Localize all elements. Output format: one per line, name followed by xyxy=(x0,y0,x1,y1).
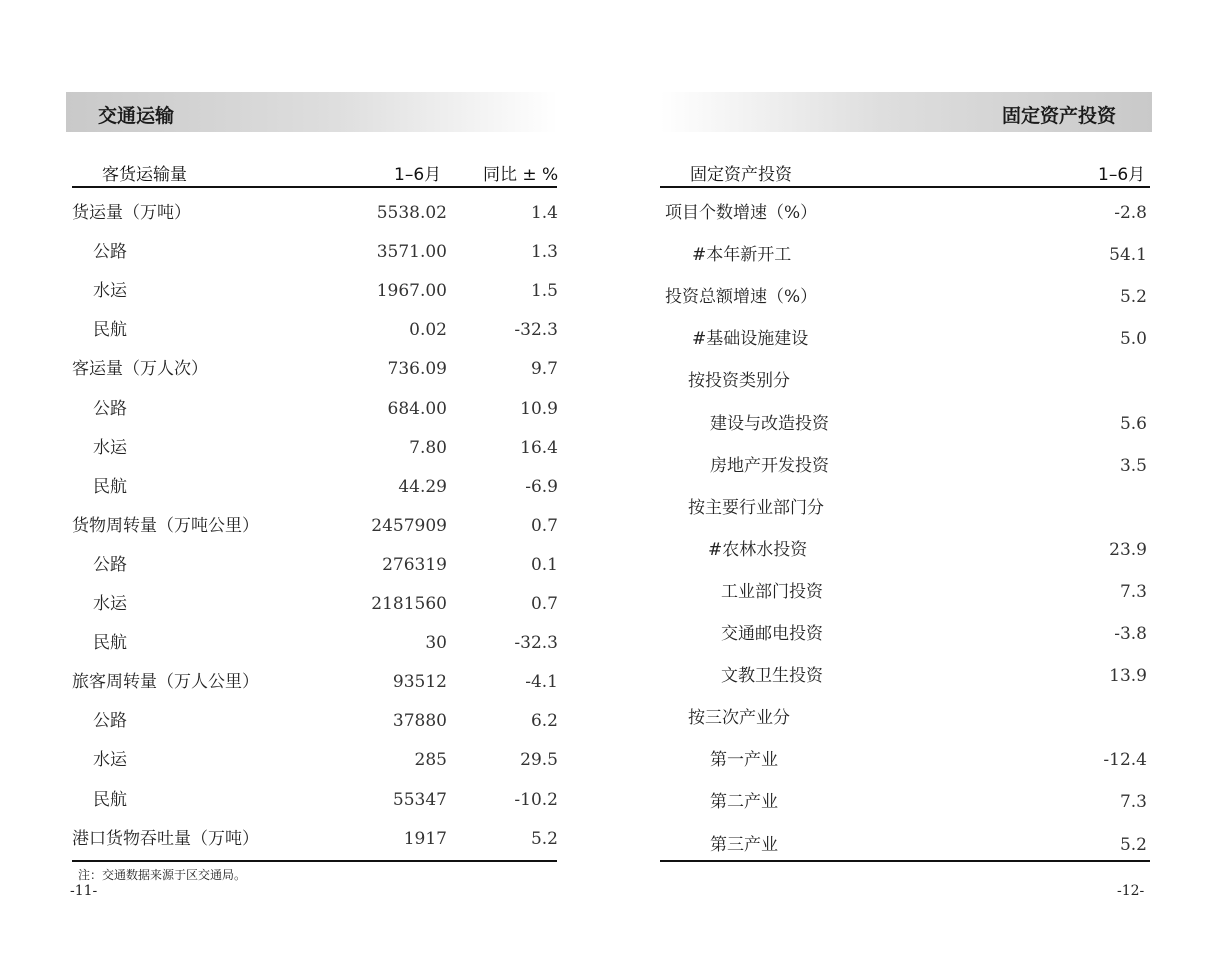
row-yoy: 1.3 xyxy=(530,242,558,263)
row-yoy: -10.2 xyxy=(514,789,558,810)
row-label: #基础设施建设 xyxy=(692,329,809,350)
row-label: 第一产业 xyxy=(710,750,778,771)
row-value: 37880 xyxy=(392,711,447,732)
page-number-left: -11- xyxy=(70,883,98,899)
row-yoy: 0.7 xyxy=(530,515,558,536)
row-value: 2181560 xyxy=(371,594,447,614)
row-value: 276319 xyxy=(382,554,447,575)
table-row xyxy=(0,707,1218,729)
row-label: 第三产业 xyxy=(710,834,778,855)
table-header-rule xyxy=(72,186,557,188)
row-value: -2.8 xyxy=(1114,203,1147,223)
row-label: 公路 xyxy=(93,711,127,732)
row-label: 第二产业 xyxy=(710,792,778,813)
table-row xyxy=(0,749,1218,771)
row-label: 项目个数增速（%） xyxy=(665,203,818,223)
row-value: 93512 xyxy=(392,672,447,693)
table-row xyxy=(0,328,1218,350)
table-row xyxy=(0,791,1218,813)
row-label: 民航 xyxy=(93,633,127,654)
row-yoy: 0.7 xyxy=(530,594,558,614)
row-value: -3.8 xyxy=(1114,624,1147,644)
row-yoy: 9.7 xyxy=(530,359,558,380)
row-label: 民航 xyxy=(93,476,127,497)
row-value: 2457909 xyxy=(371,515,447,536)
row-value: 5.6 xyxy=(1119,413,1147,434)
row-value: 5.2 xyxy=(1119,834,1147,855)
column-header-period: 1–6月 xyxy=(1098,165,1146,185)
column-header-yoy: 同比 ± % xyxy=(483,165,559,185)
row-value: 7.3 xyxy=(1119,792,1147,813)
row-value: 5.0 xyxy=(1119,329,1147,350)
row-value: 13.9 xyxy=(1109,666,1147,687)
row-value: 3.5 xyxy=(1119,455,1147,476)
table-row xyxy=(0,244,1218,266)
table-row xyxy=(0,370,1218,392)
row-label: 旅客周转量（万人公里） xyxy=(72,672,259,693)
row-value: 1917 xyxy=(403,828,447,849)
row-yoy: -6.9 xyxy=(525,476,558,497)
table-header-rule xyxy=(660,186,1150,188)
table-row xyxy=(0,539,1218,561)
row-yoy: 0.1 xyxy=(530,554,558,575)
row-value: 5.2 xyxy=(1119,287,1147,308)
table-row xyxy=(0,581,1218,603)
row-label: #农林水投资 xyxy=(708,539,808,560)
row-yoy: -32.3 xyxy=(514,633,558,654)
section-banner-investment xyxy=(660,92,1152,132)
table-bottom-rule xyxy=(660,860,1150,862)
row-label: 房地产开发投资 xyxy=(710,455,829,476)
row-label: 交通邮电投资 xyxy=(721,624,823,644)
column-header-item: 固定资产投资 xyxy=(690,165,792,185)
row-yoy: 10.9 xyxy=(520,398,558,419)
table-row xyxy=(0,455,1218,477)
row-yoy: -4.1 xyxy=(525,672,558,693)
row-yoy: 16.4 xyxy=(520,437,558,458)
column-header-period: 1–6月 xyxy=(394,165,442,185)
row-label: 水运 xyxy=(93,281,127,302)
row-label: 公路 xyxy=(93,242,127,263)
row-value: 3571.00 xyxy=(376,242,447,263)
row-label: 民航 xyxy=(93,789,127,810)
section-title: 固定资产投资 xyxy=(1001,105,1116,127)
row-yoy: 1.4 xyxy=(530,203,558,223)
row-value: 44.29 xyxy=(398,476,447,497)
table-row xyxy=(0,202,1218,224)
row-value: 0.02 xyxy=(409,320,447,341)
row-yoy: 1.5 xyxy=(530,281,558,302)
row-label: 货物周转量（万吨公里） xyxy=(72,515,259,536)
row-yoy: 5.2 xyxy=(530,828,558,849)
row-label: 货运量（万吨） xyxy=(72,203,191,223)
row-label: 港口货物吞吐量（万吨） xyxy=(72,828,259,849)
row-label: 民航 xyxy=(93,320,127,341)
row-label: 公路 xyxy=(93,554,127,575)
row-value: -12.4 xyxy=(1103,750,1147,771)
row-value: 684.00 xyxy=(387,398,447,419)
table-row xyxy=(0,497,1218,519)
row-label: 按投资类别分 xyxy=(688,371,790,392)
row-label: 文教卫生投资 xyxy=(721,666,823,687)
row-value: 285 xyxy=(414,750,447,771)
row-yoy: -32.3 xyxy=(514,320,558,341)
row-value: 1967.00 xyxy=(376,281,447,302)
row-label: 客运量（万人次） xyxy=(72,359,208,380)
row-value: 5538.02 xyxy=(376,203,447,223)
row-label: 按主要行业部门分 xyxy=(688,497,824,518)
table-row xyxy=(0,286,1218,308)
row-value: 30 xyxy=(425,633,447,654)
table-bottom-rule xyxy=(72,860,557,862)
row-value: 7.80 xyxy=(409,437,447,458)
row-label: 水运 xyxy=(93,594,127,614)
row-label: #本年新开工 xyxy=(692,245,792,266)
section-banner-transport xyxy=(66,92,558,132)
row-value: 7.3 xyxy=(1119,581,1147,602)
page-number-right: -12- xyxy=(1117,883,1145,899)
row-label: 工业部门投资 xyxy=(721,581,823,602)
row-value: 736.09 xyxy=(387,359,447,380)
row-yoy: 29.5 xyxy=(520,750,558,771)
row-label: 公路 xyxy=(93,398,127,419)
row-value: 23.9 xyxy=(1109,539,1147,560)
table-row xyxy=(0,623,1218,645)
row-value: 54.1 xyxy=(1109,245,1147,266)
table-row xyxy=(0,665,1218,687)
section-title: 交通运输 xyxy=(98,105,175,127)
row-label: 水运 xyxy=(93,437,127,458)
row-yoy: 6.2 xyxy=(530,711,558,732)
table-row xyxy=(0,834,1218,856)
table-row xyxy=(0,413,1218,435)
footnote: 注：交通数据来源于区交通局。 xyxy=(78,868,247,882)
table-row xyxy=(0,476,600,498)
column-header-item: 客货运输量 xyxy=(102,165,187,185)
row-value: 55347 xyxy=(392,789,447,810)
row-label: 投资总额增速（%） xyxy=(665,287,818,308)
row-label: 水运 xyxy=(93,750,127,771)
row-label: 建设与改造投资 xyxy=(710,413,829,434)
row-label: 按三次产业分 xyxy=(688,708,790,729)
